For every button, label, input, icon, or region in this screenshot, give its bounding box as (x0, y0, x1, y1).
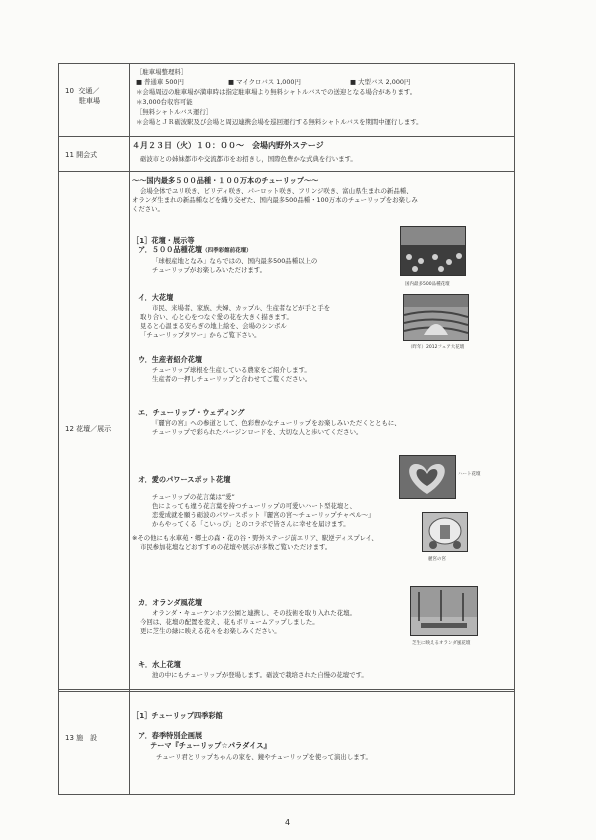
photo-caption-chapel: 麗宮の宮 (428, 557, 446, 562)
flowerbed-title: ～～国内最多５００品種・１００万本のチューリップ～～ (132, 176, 319, 185)
row-label-line2: 駐車場 (79, 97, 100, 105)
item-o-title: オ．愛のパワースポット花壇 (138, 475, 231, 484)
photo-caption-500-variety: 国内最多500品種花壇 (405, 282, 450, 287)
opening-ceremony-text: 砺波市との姉妹都市や交流都市をお招きし，国際色豊かな式典を行います。 (140, 155, 357, 163)
row-number: 10 (65, 87, 74, 95)
section-1-heading: ［1］花壇・展示等 (132, 236, 195, 245)
facility-theme: テーマ『チューリップ☆パラダイス』 (150, 741, 271, 750)
photo-large-flowerbed (403, 294, 469, 341)
item-i-line-3: 見ると心温まる安らぎの地上絵を、会場のシンボル (140, 322, 287, 330)
intro-line-3: ください。 (132, 205, 164, 213)
parking-note-2: ＊3,000台収容可能 (136, 98, 193, 106)
photo-chapel (422, 512, 468, 552)
row-10-label (59, 86, 129, 106)
parking-heading: ［駐車場整理料］ (136, 68, 188, 76)
intro-line-2: オランダ生まれの新品種などを織り交ぜた、国内最多500品種・100万本のチューリップをお楽しみ (132, 196, 418, 204)
item-o-note-2: 市民参加花壇などおすすめの花壇や展示が多数ご覧いただけます。 (140, 543, 332, 551)
item-a-line-1: 「球根産地となみ」ならではの、国内最多500品種以上の (152, 257, 318, 265)
photo-heart-flowerbed (399, 455, 456, 499)
item-e-line-2: チューリップで彩られたバージンロードを、大切な人と歩いてください。 (152, 428, 363, 436)
item-a-subtitle: （四季彩館前花壇） (202, 248, 252, 254)
fee-microbus: ■ マイクロバス 1,000円 (228, 78, 301, 86)
item-ka-title: カ．オランダ風花壇 (138, 598, 203, 607)
item-o-line-1: チューリップの花言葉は“愛” (152, 493, 235, 501)
facility-text: チューリ君とリップちゃんの家を、鏡やチューリップを使って演出します。 (156, 753, 372, 761)
item-a-title-text: ア．５００品種花壇 (138, 245, 203, 254)
item-ki-line-1: 池の中にもチューリップが登場します。砺波で栽培された自慢の花壇です。 (152, 671, 368, 679)
item-o-line-3: 恋愛成就を願う砺波のパワースポット『麗宮の宮～チューリップチャペル～』 (152, 511, 375, 519)
item-i-title: イ．大花壇 (138, 293, 174, 302)
item-ka-line-3: 更に芝生の緑に映える花々をお楽しみください。 (140, 627, 281, 635)
item-ki-title: キ．水上花壇 (138, 660, 181, 669)
photo-caption-heart: ハート花壇 (458, 472, 481, 477)
column-divider (129, 64, 130, 794)
row-divider (59, 689, 514, 692)
photo-caption-dutch: 芝生に映えるオランダ風花壇 (412, 641, 471, 646)
shuttle-text: ＊会場とＪＲ砺波駅及び会場と周辺連携会場を巡回運行する無料シャトルバスを期間中運行します。 (136, 118, 423, 126)
item-i-line-1: 市民、来場者、家族、夫婦、カップル、生産者などが手と手を (152, 304, 331, 312)
item-e-title: エ．チューリップ・ウェディング (138, 408, 245, 417)
photo-dutch-flowerbed (410, 586, 478, 636)
item-ka-line-2: 今回は、花壇の配置を変え、花もボリュームアップしました。 (140, 618, 319, 626)
item-a-title (138, 246, 252, 256)
opening-ceremony-date: ４月２３日（火）１０：００～ 会場内野外ステージ (132, 141, 324, 150)
item-u-title: ウ．生産者紹介花壇 (138, 355, 203, 364)
photo-caption-large-flowerbed: （昨年）2012フェア大花壇 (408, 345, 465, 350)
row-divider (59, 171, 514, 172)
facility-section-heading: ［1］チューリップ四季彩館 (132, 711, 223, 720)
item-a-line-2: チューリップがお楽しみいただけます。 (152, 266, 267, 274)
row-label-line1: 交通／ (78, 87, 100, 95)
page-number: 4 (285, 818, 291, 827)
photo-500-variety-bed (400, 226, 466, 276)
item-u-line-2: 生産者の一押しチューリップと合わせてご覧ください。 (152, 375, 312, 383)
row-12-label: 12 花壇／展示 (65, 425, 112, 433)
fee-regular-car: ■ 普通車 500円 (136, 78, 184, 86)
parking-note-1: ＊会場周辺の駐車場が満車時は指定駐車場より無料シャトルバスでの送迎となる場合があります。 (136, 88, 417, 96)
item-i-line-2: 取り合い、心と心をつなぐ愛の花を大きく描きます。 (140, 313, 293, 321)
shuttle-heading: ［無料シャトルバス運行］ (136, 108, 213, 116)
item-o-line-4: からやってくる「こいっぴ」とのコラボで皆さんに幸せを届けます。 (152, 520, 350, 528)
fee-large-bus: ■ 大型バス 2,000円 (350, 78, 411, 86)
item-e-line-1: 『麗宮の宮』への参道として、色彩豊かなチューリップをお楽しみいただくとともに、 (152, 419, 401, 427)
row-divider (59, 136, 514, 137)
item-ka-line-1: オランダ・キューケンホフ公園と連携し、その技術を取り入れた花壇。 (152, 609, 356, 617)
row-13-label: 13 施 設 (65, 734, 98, 742)
facility-a-title: ア．春季特別企画展 (138, 731, 203, 740)
item-o-line-2: 色によっても違う花言葉を持つチューリップの可愛いハート型花壇と、 (152, 502, 357, 510)
item-u-line-1: チューリップ球根を生産している農家をご紹介します。 (152, 366, 311, 374)
item-i-line-4: 「チューリップタワー」からご覧下さい。 (140, 331, 261, 339)
intro-line-1: 会場全体でユリ咲き、ビリディ咲き、パーロット咲き、フリンジ咲き、富山県生まれの新品種、 (140, 187, 413, 195)
row-11-label: 11 開会式 (65, 151, 98, 159)
item-o-note-1: ※その他にも水車苑・郷土の森・花の谷・野外ステージ前エリア、駅逆ディスプレイ、 (132, 534, 378, 542)
